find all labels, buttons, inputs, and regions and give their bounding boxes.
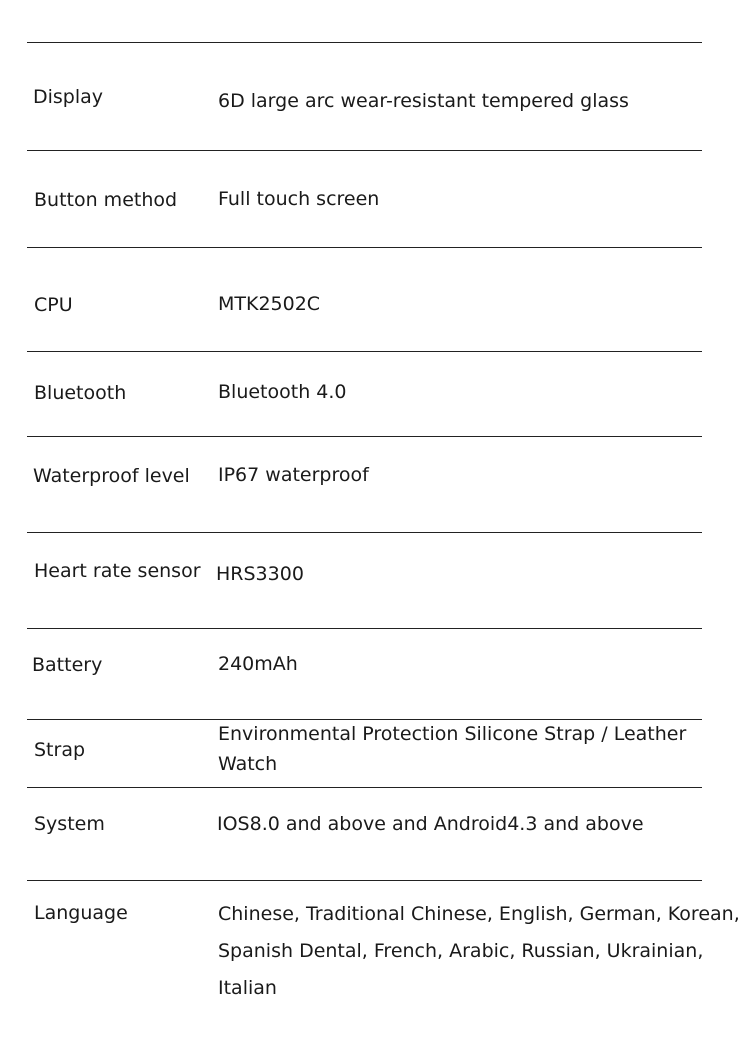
spec-label-system: System <box>34 813 105 835</box>
spec-label-heart-rate-sensor: Heart rate sensor <box>34 560 201 582</box>
spec-value-system: IOS8.0 and above and Android4.3 and above <box>217 813 644 835</box>
spec-label-language: Language <box>34 902 128 924</box>
row-divider <box>27 150 702 151</box>
row-divider <box>27 247 702 248</box>
spec-label-strap: Strap <box>34 739 86 761</box>
row-divider <box>27 880 702 881</box>
spec-value-button-method: Full touch screen <box>218 188 380 210</box>
row-divider <box>27 436 702 437</box>
spec-value-cpu: MTK2502C <box>218 293 321 315</box>
row-divider <box>27 532 702 533</box>
spec-value-display: 6D large arc wear-resistant tempered glass <box>218 90 629 112</box>
spec-value-language: Chinese, Traditional Chinese, English, German, Korean, Spanish Dental, French, Arabic, Russian, Ukrainian, Italian <box>218 903 740 999</box>
row-divider <box>27 351 702 352</box>
spec-label-bluetooth: Bluetooth <box>34 382 127 404</box>
spec-label-battery: Battery <box>32 654 103 676</box>
row-divider <box>27 42 702 43</box>
spec-label-button-method: Button method <box>34 189 178 211</box>
row-divider <box>27 628 702 629</box>
row-divider <box>27 787 702 788</box>
spec-label-cpu: CPU <box>34 294 73 316</box>
spec-label-waterproof-level: Waterproof level <box>33 465 190 487</box>
spec-value-strap: Environmental Protection Silicone Strap / Leather Watch <box>218 723 687 775</box>
spec-value-bluetooth: Bluetooth 4.0 <box>218 381 347 403</box>
spec-label-display: Display <box>33 86 104 108</box>
spec-value-waterproof-level: IP67 waterproof <box>218 464 369 486</box>
spec-value-battery: 240mAh <box>218 653 298 675</box>
spec-value-heart-rate-sensor: HRS3300 <box>216 563 304 585</box>
